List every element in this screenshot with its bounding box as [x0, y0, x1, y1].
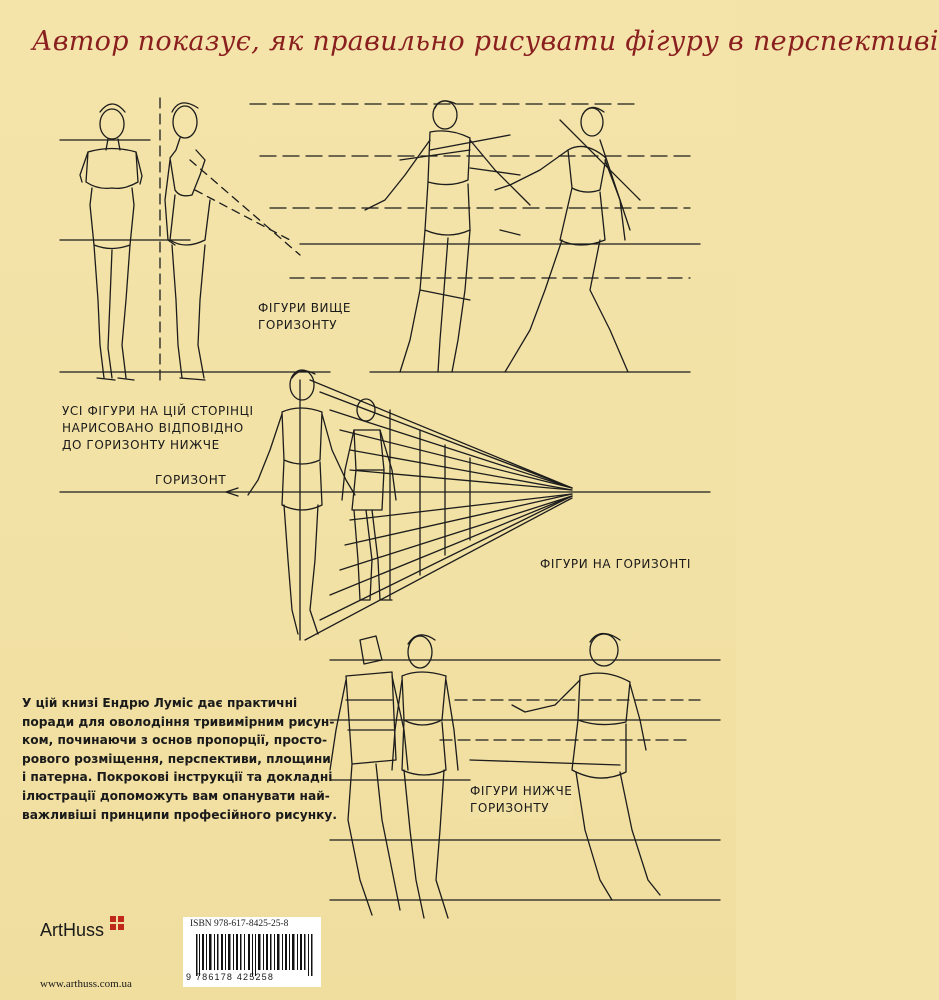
label-horizon: ГОРИЗОНТ [155, 473, 227, 487]
cover-title: Автор показує, як правильно рисувати фігуру в перспективі [32, 26, 939, 57]
figure-front-below-horizon [392, 635, 458, 918]
label-above-horizon [258, 300, 351, 334]
label-on-horizon: ФІГУРИ НА ГОРИЗОНТІ [540, 557, 691, 571]
publisher-logo: ArtHuss [40, 920, 105, 940]
note-line3: ДО ГОРИЗОНТУ НИЖЧЕ [62, 438, 220, 452]
figure-walking [495, 107, 628, 372]
label-below-horizon-line1: ФІГУРИ НИЖЧЕ [470, 784, 573, 798]
bottom-guide-lines [330, 660, 720, 900]
figure-back-below-horizon [512, 633, 660, 900]
note-line1: УСІ ФІГУРИ НА ЦІЙ СТОРІНЦІ [62, 404, 254, 418]
book-description: У цій книзі Ендрю Луміс дає практичні поради для оволодіння тривимірним рисун- ком, починаючи з основ пропорції, простo- рового розміщення, перспективи, площини і патерна. Покрокові інструкції та докладні ілюстрації допоможуть вам опанувати най- важливіші принципи професійного рисунку. [22, 696, 337, 822]
middle-perspective-rays [300, 380, 572, 640]
top-guide-lines [60, 98, 700, 380]
barcode-bars [196, 934, 316, 976]
label-all-figures-note [62, 403, 254, 454]
label-above-horizon-line1: ФІГУРИ ВИЩЕ [258, 301, 352, 315]
publisher-logo-mark [110, 916, 124, 930]
horizon-line [60, 488, 710, 496]
label-below-horizon-line2: ГОРИЗОНТУ [470, 801, 550, 815]
figure-looking-up [365, 101, 530, 372]
isbn-text: ISBN 978-617-8425-25-8 [190, 919, 289, 929]
label-below-horizon [468, 782, 574, 818]
figure-back-view [80, 104, 142, 380]
mannequin-below-horizon [330, 636, 408, 915]
figure-on-horizon [248, 370, 355, 634]
barcode-digits: 9 786178 425258 [186, 972, 275, 982]
label-above-horizon-line2: ГОРИЗОНТУ [258, 318, 338, 332]
note-line2: НАРИСОВАНО ВІДПОВІДНО [62, 421, 244, 435]
figure-side-view [165, 103, 210, 380]
publisher-url: www.arthuss.com.ua [40, 978, 132, 990]
